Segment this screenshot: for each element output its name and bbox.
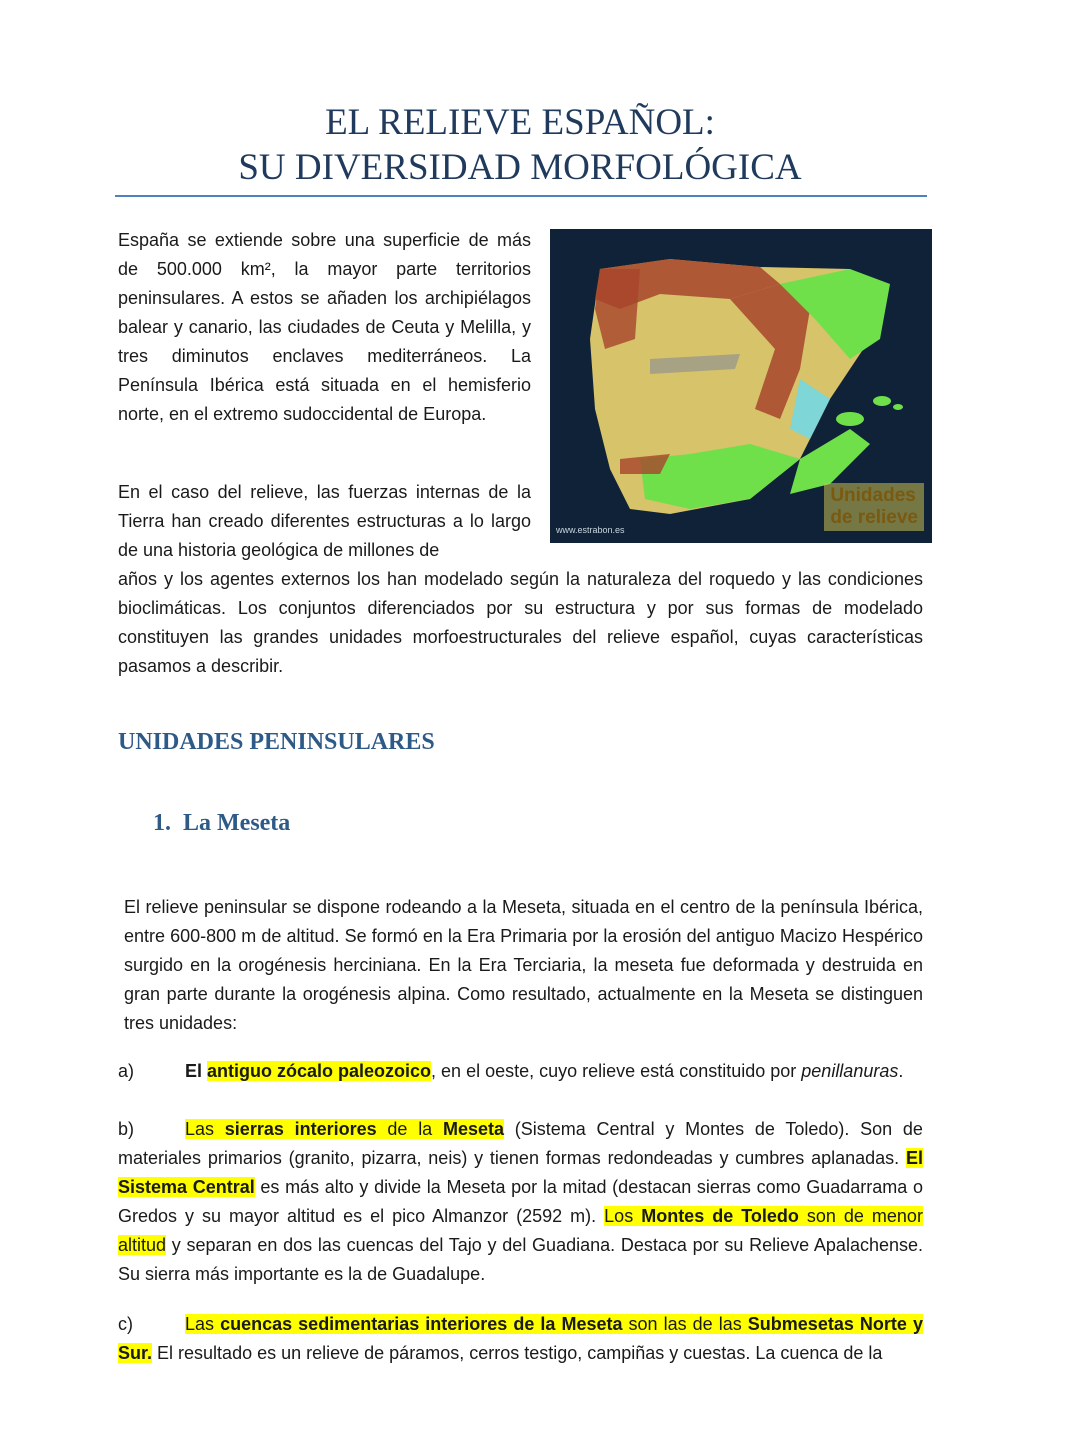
title-line-1: EL RELIEVE ESPAÑOL: (325, 102, 715, 143)
item-b-text-6: son de menor altitud (118, 1206, 923, 1255)
item-a-italic: penillanuras (801, 1061, 899, 1081)
meseta-intro-paragraph: El relieve peninsular se dispone rodeando a la Meseta, situada en el centro de la península Ibérica, entre 600-800 m de altitud. Se formó en la Era Primaria por la erosión del antiguo Macizo Hespérico surgido en la orogénesis herciniana. En la Era Terciaria, la meseta fue deformada y destruida en gran parte durante la orogénesis alpina. Como resultado, actualmente en la Meseta se distinguen tres unidades: (124, 897, 923, 1033)
item-b-text-2: de la (387, 1119, 433, 1139)
item-b-text-1: Las (185, 1119, 215, 1139)
subsection-number: 1. (153, 810, 171, 836)
item-c-text-3: El resultado es un relieve de páramos, cerros testigo, campiñas y cuestas. La cuenca de la (157, 1343, 883, 1363)
item-a-highlight: antiguo zócalo paleozoico (207, 1061, 432, 1081)
title-line-2: SU DIVERSIDAD MORFOLÓGICA (238, 147, 802, 188)
intro-paragraph-2-part-2: años y los agentes externos los han modelado según la naturaleza del roquedo y las condiciones bioclimáticas. Los conjuntos diferenciados por su estructura y por sus formas de modelado constituyen las grandes unidades morfoestructurales del relieve español, cuyas características pasamos a describir. (118, 569, 923, 676)
item-c-bold-2: Submesetas Norte y Sur. (118, 1314, 923, 1363)
list-item-a (118, 1057, 923, 1086)
item-b-text-3: (Sistema Central y Montes de Toledo). Son de materiales primarios (granito, pizarra, neis) y tienen formas redondeadas y cumbres aplanadas. (118, 1119, 923, 1168)
list-marker-a: a) (118, 1061, 135, 1081)
item-c-text-1: Las (185, 1314, 215, 1334)
item-a-text-1: El (185, 1061, 203, 1081)
item-b-bold-3: Montes de Toledo (641, 1206, 799, 1226)
section-heading: UNIDADES PENINSULARES (118, 729, 435, 755)
item-a-text-2: , en el oeste, cuyo relieve está constituido por (431, 1061, 797, 1081)
list-item-c (118, 1310, 923, 1368)
list-marker-b: b) (118, 1119, 135, 1139)
item-c-bold-1: cuencas sedimentarias interiores de la Meseta (220, 1314, 623, 1334)
subsection-title: La Meseta (183, 810, 291, 836)
map-label-line-1: Unidades (830, 485, 916, 506)
item-a-text-3: . (898, 1061, 904, 1081)
map-legend-label (824, 483, 924, 531)
relief-units-map (550, 229, 932, 543)
item-b-text-7: y separan en dos las cuencas del Tajo y del Guadiana. Destaca por su Relieve Apalachense. Su sierra más importante es la de Guadalupe. (118, 1235, 923, 1284)
list-item-b (118, 1115, 923, 1289)
title-underline (115, 195, 927, 197)
intro-paragraph-1: España se extiende sobre una superficie de más de 500.000 km², la mayor parte territorios peninsulares. A estos se añaden los archipiélagos balear y canario, las ciudades de Ceuta y Melilla, y tres diminutos enclaves mediterráneos. La Península Ibérica está situada en el hemisferio norte, en el extremo sudoccidental de Europa. (118, 230, 531, 424)
map-source-url: www.estrabon.es (556, 525, 625, 535)
item-b-text-5: Los (604, 1206, 634, 1226)
intro-paragraph-2-part-1: En el caso del relieve, las fuerzas internas de la Tierra han creado diferentes estructuras a lo largo de una historia geológica de millones de (118, 482, 531, 560)
item-b-highlight-1 (185, 1119, 504, 1139)
item-b-text-4: es más alto y divide la Meseta por la mitad (destacan sierras como Guadarrama o Gredos y su mayor altitud es el pico Almanzor (2592 m). (118, 1177, 923, 1226)
item-b-bold-1: sierras interiores (224, 1119, 377, 1139)
item-b-bold-2: Meseta (442, 1119, 504, 1139)
map-label-line-2: de relieve (830, 507, 918, 528)
item-b-highlight-2: El Sistema Central (118, 1148, 923, 1197)
list-marker-c: c) (118, 1314, 133, 1334)
page-title (0, 100, 1040, 190)
item-c-text-2: son las de las (628, 1314, 742, 1334)
subsection-heading (153, 810, 290, 837)
